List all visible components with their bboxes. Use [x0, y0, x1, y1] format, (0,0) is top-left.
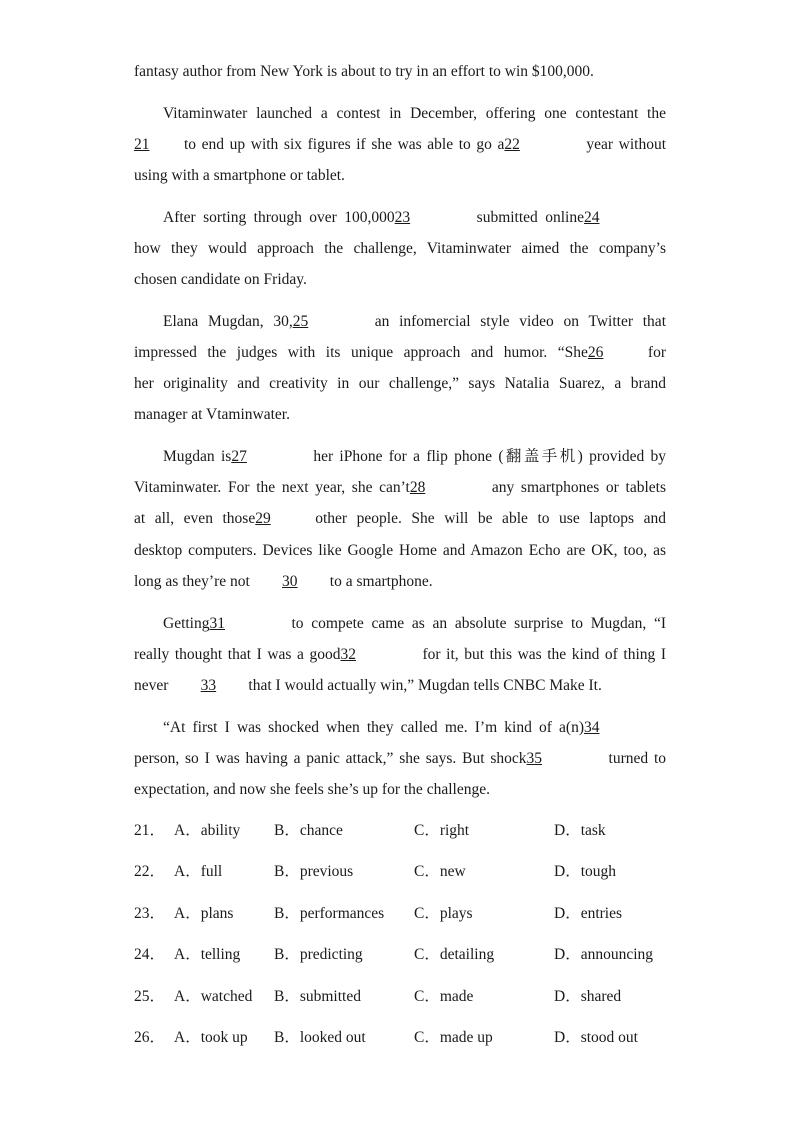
blank-29: 29: [255, 510, 271, 527]
passage-line: [134, 478, 666, 498]
blank-35: 35: [526, 750, 543, 767]
option-c[interactable]: C．new: [414, 863, 466, 880]
question-number: 25．: [134, 988, 166, 1005]
passage-text: Elana Mugdan, 30,: [163, 313, 293, 330]
passage-text: how they would approach the challenge, Vitaminwater aimed the company’s: [134, 240, 666, 257]
passage-line: [134, 343, 666, 363]
option-a[interactable]: A．plans: [174, 905, 234, 922]
option-b[interactable]: B．submitted: [274, 988, 361, 1005]
passage-text: expectation, and now she feels she’s up for the challenge.: [134, 781, 490, 798]
blank-33: 33: [200, 677, 217, 694]
passage-text: After sorting through over 100,000: [163, 209, 395, 226]
passage-text: her originality and creativity in our challenge,” says Natalia Suarez, a brand: [134, 375, 666, 392]
question-row: [134, 945, 694, 965]
blank-22: 22: [504, 136, 520, 153]
passage-text: any smartphones or tablets: [491, 479, 666, 496]
passage-text: manager at Vtaminwater.: [134, 406, 290, 423]
blank-24: 24: [583, 209, 600, 226]
passage-line: [134, 405, 290, 425]
option-d[interactable]: D．tough: [554, 863, 617, 880]
passage-text: other people. She will be able to use laptops and: [315, 510, 666, 527]
passage-text: turned to: [608, 750, 667, 767]
option-d[interactable]: D．shared: [554, 988, 622, 1005]
passage-line: [134, 270, 307, 290]
passage-text: really thought that I was a good: [134, 646, 341, 663]
passage-line: [134, 447, 666, 467]
blank-25: 25: [292, 313, 309, 330]
passage-line: [134, 718, 666, 738]
passage-line: [134, 780, 490, 800]
question-row: [134, 904, 694, 924]
option-c[interactable]: C．detailing: [414, 946, 495, 963]
question-row: [134, 821, 694, 841]
question-number: 24．: [134, 946, 166, 963]
passage-line: [134, 572, 433, 592]
passage-line: [134, 312, 666, 332]
passage-text: to end up with six figures if she was able to go a: [184, 136, 505, 153]
blank-31: 31: [209, 615, 225, 632]
blank-34: 34: [584, 719, 600, 736]
passage-text: Vitaminwater. For the next year, she can’t: [134, 479, 410, 496]
blank-23: 23: [394, 209, 411, 226]
passage-text: Vitaminwater launched a contest in December, offering one contestant the: [163, 105, 666, 122]
passage-line: [134, 676, 602, 696]
passage-text: submitted online: [476, 209, 584, 226]
passage-line: [134, 135, 666, 155]
passage-text: desktop computers. Devices like Google Home and Amazon Echo are OK, too, as: [134, 542, 666, 559]
passage-text: year without: [586, 136, 666, 153]
option-c[interactable]: C．made up: [414, 1029, 493, 1046]
passage-text: person, so I was having a panic attack,” she says. But shock: [134, 750, 527, 767]
passage-text: Getting: [163, 615, 210, 632]
question-number: 26．: [134, 1029, 166, 1046]
passage-line: [134, 541, 666, 561]
blank-28: 28: [409, 479, 426, 496]
option-b[interactable]: B．predicting: [274, 946, 363, 963]
option-c[interactable]: C．right: [414, 822, 470, 839]
option-b[interactable]: B．previous: [274, 863, 354, 880]
blank-21: 21: [134, 136, 150, 153]
option-d[interactable]: D．entries: [554, 905, 623, 922]
passage-text: long as they’re not: [134, 573, 250, 590]
passage-text: an infomercial style video on Twitter that: [374, 313, 666, 330]
question-row: [134, 1028, 694, 1048]
passage-text: chosen candidate on Friday.: [134, 271, 307, 288]
blank-26: 26: [587, 344, 604, 361]
passage-line: [134, 239, 666, 259]
passage-line: [134, 645, 666, 665]
question-number: 22．: [134, 863, 166, 880]
question-row: [134, 987, 694, 1007]
question-number: 23．: [134, 905, 166, 922]
passage-line: [134, 208, 666, 228]
passage-text: to compete came as an absolute surprise to Mugdan, “I: [291, 615, 666, 632]
passage-text: for: [647, 344, 666, 361]
passage-text: for it, but this was the kind of thing I: [422, 646, 666, 663]
option-a[interactable]: A．watched: [174, 988, 253, 1005]
passage-line: [134, 166, 345, 186]
option-b[interactable]: B．looked out: [274, 1029, 366, 1046]
option-c[interactable]: C．made: [414, 988, 474, 1005]
passage-line: [134, 62, 594, 82]
option-d[interactable]: D．stood out: [554, 1029, 638, 1046]
option-a[interactable]: A．took up: [174, 1029, 248, 1046]
question-row: [134, 862, 694, 882]
passage-text: using with a smartphone or tablet.: [134, 167, 345, 184]
passage-text: impressed the judges with its unique approach and humor. “She: [134, 344, 588, 361]
passage-line: [134, 614, 666, 634]
blank-32: 32: [340, 646, 356, 663]
option-c[interactable]: C．plays: [414, 905, 473, 922]
passage-text: that I would actually win,” Mugdan tells CNBC Make It.: [248, 677, 602, 694]
blank-30: 30: [282, 573, 298, 590]
question-number: 21．: [134, 822, 166, 839]
option-a[interactable]: A．telling: [174, 946, 241, 963]
passage-line: [134, 509, 666, 529]
option-b[interactable]: B．performances: [274, 905, 385, 922]
option-d[interactable]: D．task: [554, 822, 606, 839]
passage-line: [134, 749, 666, 769]
passage-text: fantasy author from New York is about to try in an effort to win $100,000.: [134, 63, 594, 80]
passage-text: at all, even those: [134, 510, 256, 527]
option-a[interactable]: A．full: [174, 863, 223, 880]
passage-line: [134, 374, 666, 394]
passage-text: never: [134, 677, 169, 694]
passage-text: to a smartphone.: [329, 573, 433, 590]
passage-text: her iPhone for a flip phone (翻盖手机) provided by: [313, 448, 666, 465]
blank-27: 27: [231, 448, 247, 465]
passage-text: “At first I was shocked when they called me. I’m kind of a(n): [163, 719, 584, 736]
passage-text: Mugdan is: [163, 448, 232, 465]
option-a[interactable]: A．ability: [174, 822, 241, 839]
option-d[interactable]: D．announcing: [554, 946, 654, 963]
option-b[interactable]: B．chance: [274, 822, 343, 839]
passage-line: [134, 104, 666, 124]
